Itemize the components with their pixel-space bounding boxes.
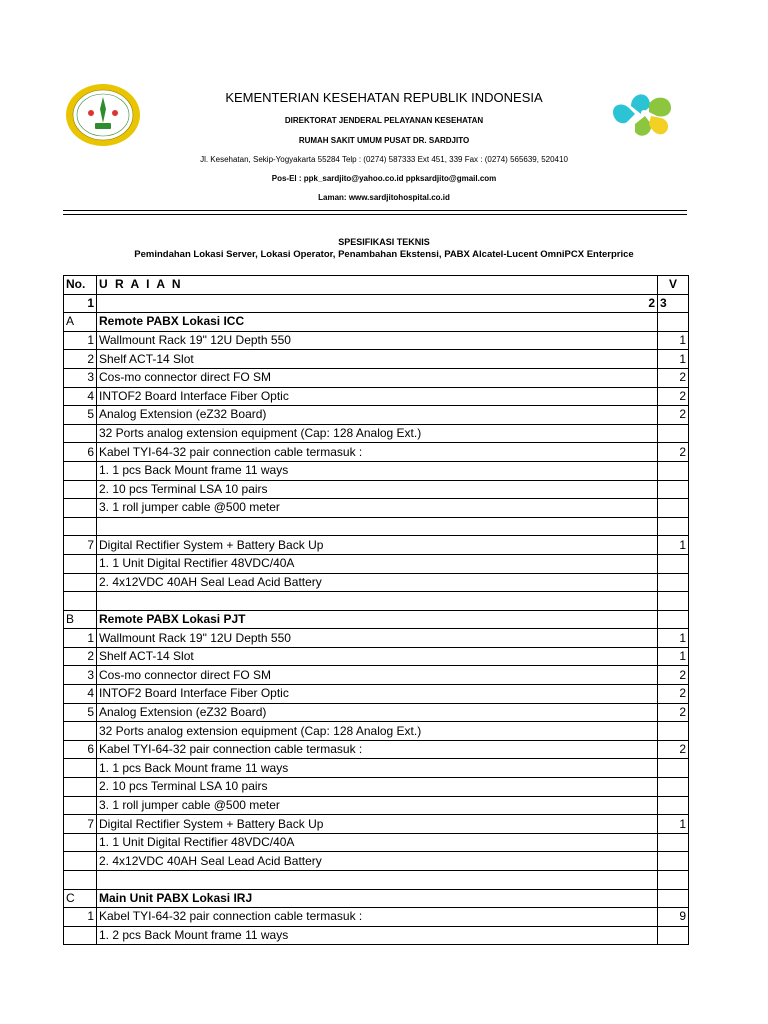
- table-row: [64, 331, 689, 350]
- cell-no: 2: [64, 350, 97, 369]
- hospital-name: RUMAH SAKIT UMUM PUSAT DR. SARDJITO: [298, 136, 470, 145]
- cell-volume: [658, 554, 689, 573]
- cell-desc: Wallmount Rack 19" 12U Depth 550: [97, 331, 658, 350]
- cell-desc: INTOF2 Board Interface Fiber Optic: [97, 685, 658, 704]
- cell-no: [64, 778, 97, 797]
- cell-volume: [658, 313, 689, 332]
- numbering-no: 1: [64, 294, 97, 313]
- cell-desc: Wallmount Rack 19" 12U Depth 550: [97, 629, 658, 648]
- cell-no: 1: [64, 331, 97, 350]
- cell-no: 6: [64, 443, 97, 462]
- table-row: [64, 461, 689, 480]
- cell-volume: [658, 852, 689, 871]
- cell-volume: [658, 778, 689, 797]
- cell-volume: 1: [658, 647, 689, 666]
- cell-volume: [658, 592, 689, 611]
- cell-desc: 1. 1 pcs Back Mount frame 11 ways: [97, 759, 658, 778]
- cell-volume: [658, 796, 689, 815]
- cell-desc: Digital Rectifier System + Battery Back Up: [97, 536, 658, 555]
- table-row: [64, 647, 689, 666]
- table-row: [64, 833, 689, 852]
- section-row: [64, 889, 689, 908]
- spec-table: [63, 275, 689, 945]
- cell-desc: 32 Ports analog extension equipment (Cap: 128 Analog Ext.): [97, 722, 658, 741]
- cell-no: 6: [64, 740, 97, 759]
- table-row: [64, 852, 689, 871]
- cell-no: 1: [64, 908, 97, 927]
- cell-no: [64, 796, 97, 815]
- cell-volume: [658, 759, 689, 778]
- cell-desc: Cos-mo connector direct FO SM: [97, 666, 658, 685]
- cell-desc: [97, 592, 658, 611]
- table-row: [64, 926, 689, 945]
- spec-title: SPESIFIKASI TEKNIS: [338, 237, 430, 247]
- table-row: [64, 499, 689, 518]
- cell-desc: Remote PABX Lokasi PJT: [97, 610, 658, 629]
- table-row: [64, 685, 689, 704]
- table-row: [64, 908, 689, 927]
- cell-volume: 1: [658, 331, 689, 350]
- cell-desc: 1. 1 pcs Back Mount frame 11 ways: [97, 461, 658, 480]
- cell-desc: Kabel TYI-64-32 pair connection cable termasuk :: [97, 740, 658, 759]
- table-row: [64, 536, 689, 555]
- cell-volume: 2: [658, 368, 689, 387]
- cell-desc: 1. 1 Unit Digital Rectifier 48VDC/40A: [97, 833, 658, 852]
- cell-desc: Shelf ACT-14 Slot: [97, 350, 658, 369]
- table-row: [64, 778, 689, 797]
- cell-desc: Shelf ACT-14 Slot: [97, 647, 658, 666]
- header-divider-bottom: [63, 214, 687, 215]
- table-row: [64, 517, 689, 536]
- cell-volume: 1: [658, 350, 689, 369]
- table-row: [64, 592, 689, 611]
- cell-desc: [97, 871, 658, 890]
- cell-no: A: [64, 313, 97, 332]
- cell-volume: [658, 926, 689, 945]
- cell-no: 2: [64, 647, 97, 666]
- table-row: [64, 350, 689, 369]
- cell-desc: 3. 1 roll jumper cable @500 meter: [97, 796, 658, 815]
- table-row: [64, 443, 689, 462]
- cell-no: 3: [64, 368, 97, 387]
- cell-desc: Remote PABX Lokasi ICC: [97, 313, 658, 332]
- cell-desc: Kabel TYI-64-32 pair connection cable termasuk :: [97, 443, 658, 462]
- cell-no: 1: [64, 629, 97, 648]
- table-row: [64, 480, 689, 499]
- table-row: [64, 703, 689, 722]
- cell-volume: [658, 499, 689, 518]
- table-row: [64, 629, 689, 648]
- cell-no: [64, 759, 97, 778]
- spec-subtitle: Pemindahan Lokasi Server, Lokasi Operator, Penambahan Ekstensi, PABX Alcatel-Lucent OmniPCX Enterprice: [134, 249, 634, 260]
- cell-volume: 2: [658, 740, 689, 759]
- table-row: [64, 554, 689, 573]
- cell-volume: [658, 517, 689, 536]
- cell-no: 4: [64, 387, 97, 406]
- cell-volume: 2: [658, 406, 689, 425]
- table-row: [64, 424, 689, 443]
- cell-desc: 2. 4x12VDC 40AH Seal Lead Acid Battery: [97, 573, 658, 592]
- cell-volume: 1: [658, 815, 689, 834]
- cell-desc: 2. 10 pcs Terminal LSA 10 pairs: [97, 778, 658, 797]
- cell-no: [64, 499, 97, 518]
- cell-desc: Cos-mo connector direct FO SM: [97, 368, 658, 387]
- cell-desc: Main Unit PABX Lokasi IRJ: [97, 889, 658, 908]
- cell-volume: 2: [658, 685, 689, 704]
- table-row: [64, 387, 689, 406]
- cell-desc: 2. 4x12VDC 40AH Seal Lead Acid Battery: [97, 852, 658, 871]
- cell-volume: 2: [658, 443, 689, 462]
- cell-no: C: [64, 889, 97, 908]
- cell-volume: [658, 480, 689, 499]
- cell-no: [64, 461, 97, 480]
- header-volume: V: [658, 276, 689, 295]
- cell-no: [64, 554, 97, 573]
- cell-volume: 1: [658, 629, 689, 648]
- ministry-name: KEMENTERIAN KESEHATAN REPUBLIK INDONESIA: [225, 90, 543, 105]
- cell-no: 3: [64, 666, 97, 685]
- cell-volume: [658, 871, 689, 890]
- cell-desc: 1. 1 Unit Digital Rectifier 48VDC/40A: [97, 554, 658, 573]
- health-ministry-logo: [609, 84, 677, 142]
- numbering-desc: 2: [97, 294, 658, 313]
- table-row: [64, 815, 689, 834]
- cell-no: [64, 573, 97, 592]
- cell-desc: 32 Ports analog extension equipment (Cap: 128 Analog Ext.): [97, 424, 658, 443]
- table-row: [64, 722, 689, 741]
- cell-no: 5: [64, 703, 97, 722]
- cell-volume: [658, 573, 689, 592]
- table-row: [64, 796, 689, 815]
- table-row: [64, 666, 689, 685]
- cell-desc: Digital Rectifier System + Battery Back Up: [97, 815, 658, 834]
- cell-desc: Analog Extension (eZ32 Board): [97, 703, 658, 722]
- table-row: [64, 759, 689, 778]
- cell-volume: [658, 424, 689, 443]
- table-numbering-row: [64, 294, 689, 313]
- hospital-address: Jl. Kesehatan, Sekip-Yogyakarta 55284 Telp : (0274) 587333 Ext 451, 339 Fax : (0274) 565639, 520410: [200, 155, 568, 164]
- table-row: [64, 740, 689, 759]
- cell-no: 7: [64, 815, 97, 834]
- cell-volume: 1: [658, 536, 689, 555]
- table-row: [64, 573, 689, 592]
- directorate-name: DIREKTORAT JENDERAL PELAYANAN KESEHATAN: [284, 116, 484, 125]
- cell-desc: Analog Extension (eZ32 Board): [97, 406, 658, 425]
- cell-no: [64, 871, 97, 890]
- letterhead: [0, 0, 768, 215]
- section-row: [64, 610, 689, 629]
- hospital-website: Laman: www.sardjitohospital.co.id: [318, 193, 450, 202]
- cell-volume: [658, 833, 689, 852]
- cell-no: [64, 517, 97, 536]
- cell-no: B: [64, 610, 97, 629]
- cell-volume: 2: [658, 703, 689, 722]
- cell-desc: 2. 10 pcs Terminal LSA 10 pairs: [97, 480, 658, 499]
- cell-no: [64, 926, 97, 945]
- cell-no: 7: [64, 536, 97, 555]
- header-divider-top: [63, 210, 687, 211]
- cell-volume: [658, 610, 689, 629]
- cell-no: 5: [64, 406, 97, 425]
- header-uraian: U R A I A N: [97, 276, 658, 295]
- cell-no: 4: [64, 685, 97, 704]
- table-row: [64, 871, 689, 890]
- cell-volume: 2: [658, 387, 689, 406]
- hospital-email: Pos-El : ppk_sardjito@yahoo.co.id ppksardjito@gmail.com: [271, 174, 497, 183]
- cell-volume: 2: [658, 666, 689, 685]
- cell-no: [64, 833, 97, 852]
- cell-desc: 3. 1 roll jumper cable @500 meter: [97, 499, 658, 518]
- cell-desc: 1. 2 pcs Back Mount frame 11 ways: [97, 926, 658, 945]
- cell-volume: [658, 461, 689, 480]
- cell-no: [64, 852, 97, 871]
- cell-volume: [658, 722, 689, 741]
- cell-no: [64, 722, 97, 741]
- cell-desc: INTOF2 Board Interface Fiber Optic: [97, 387, 658, 406]
- header-no: No.: [64, 276, 97, 295]
- cell-desc: [97, 517, 658, 536]
- cell-desc: Kabel TYI-64-32 pair connection cable termasuk :: [97, 908, 658, 927]
- cell-no: [64, 480, 97, 499]
- table-row: [64, 406, 689, 425]
- numbering-vol: 3: [658, 294, 689, 313]
- table-row: [64, 368, 689, 387]
- section-row: [64, 313, 689, 332]
- cell-no: [64, 592, 97, 611]
- table-header-row: [64, 276, 689, 295]
- cell-volume: [658, 889, 689, 908]
- cell-no: [64, 424, 97, 443]
- cell-volume: 9: [658, 908, 689, 927]
